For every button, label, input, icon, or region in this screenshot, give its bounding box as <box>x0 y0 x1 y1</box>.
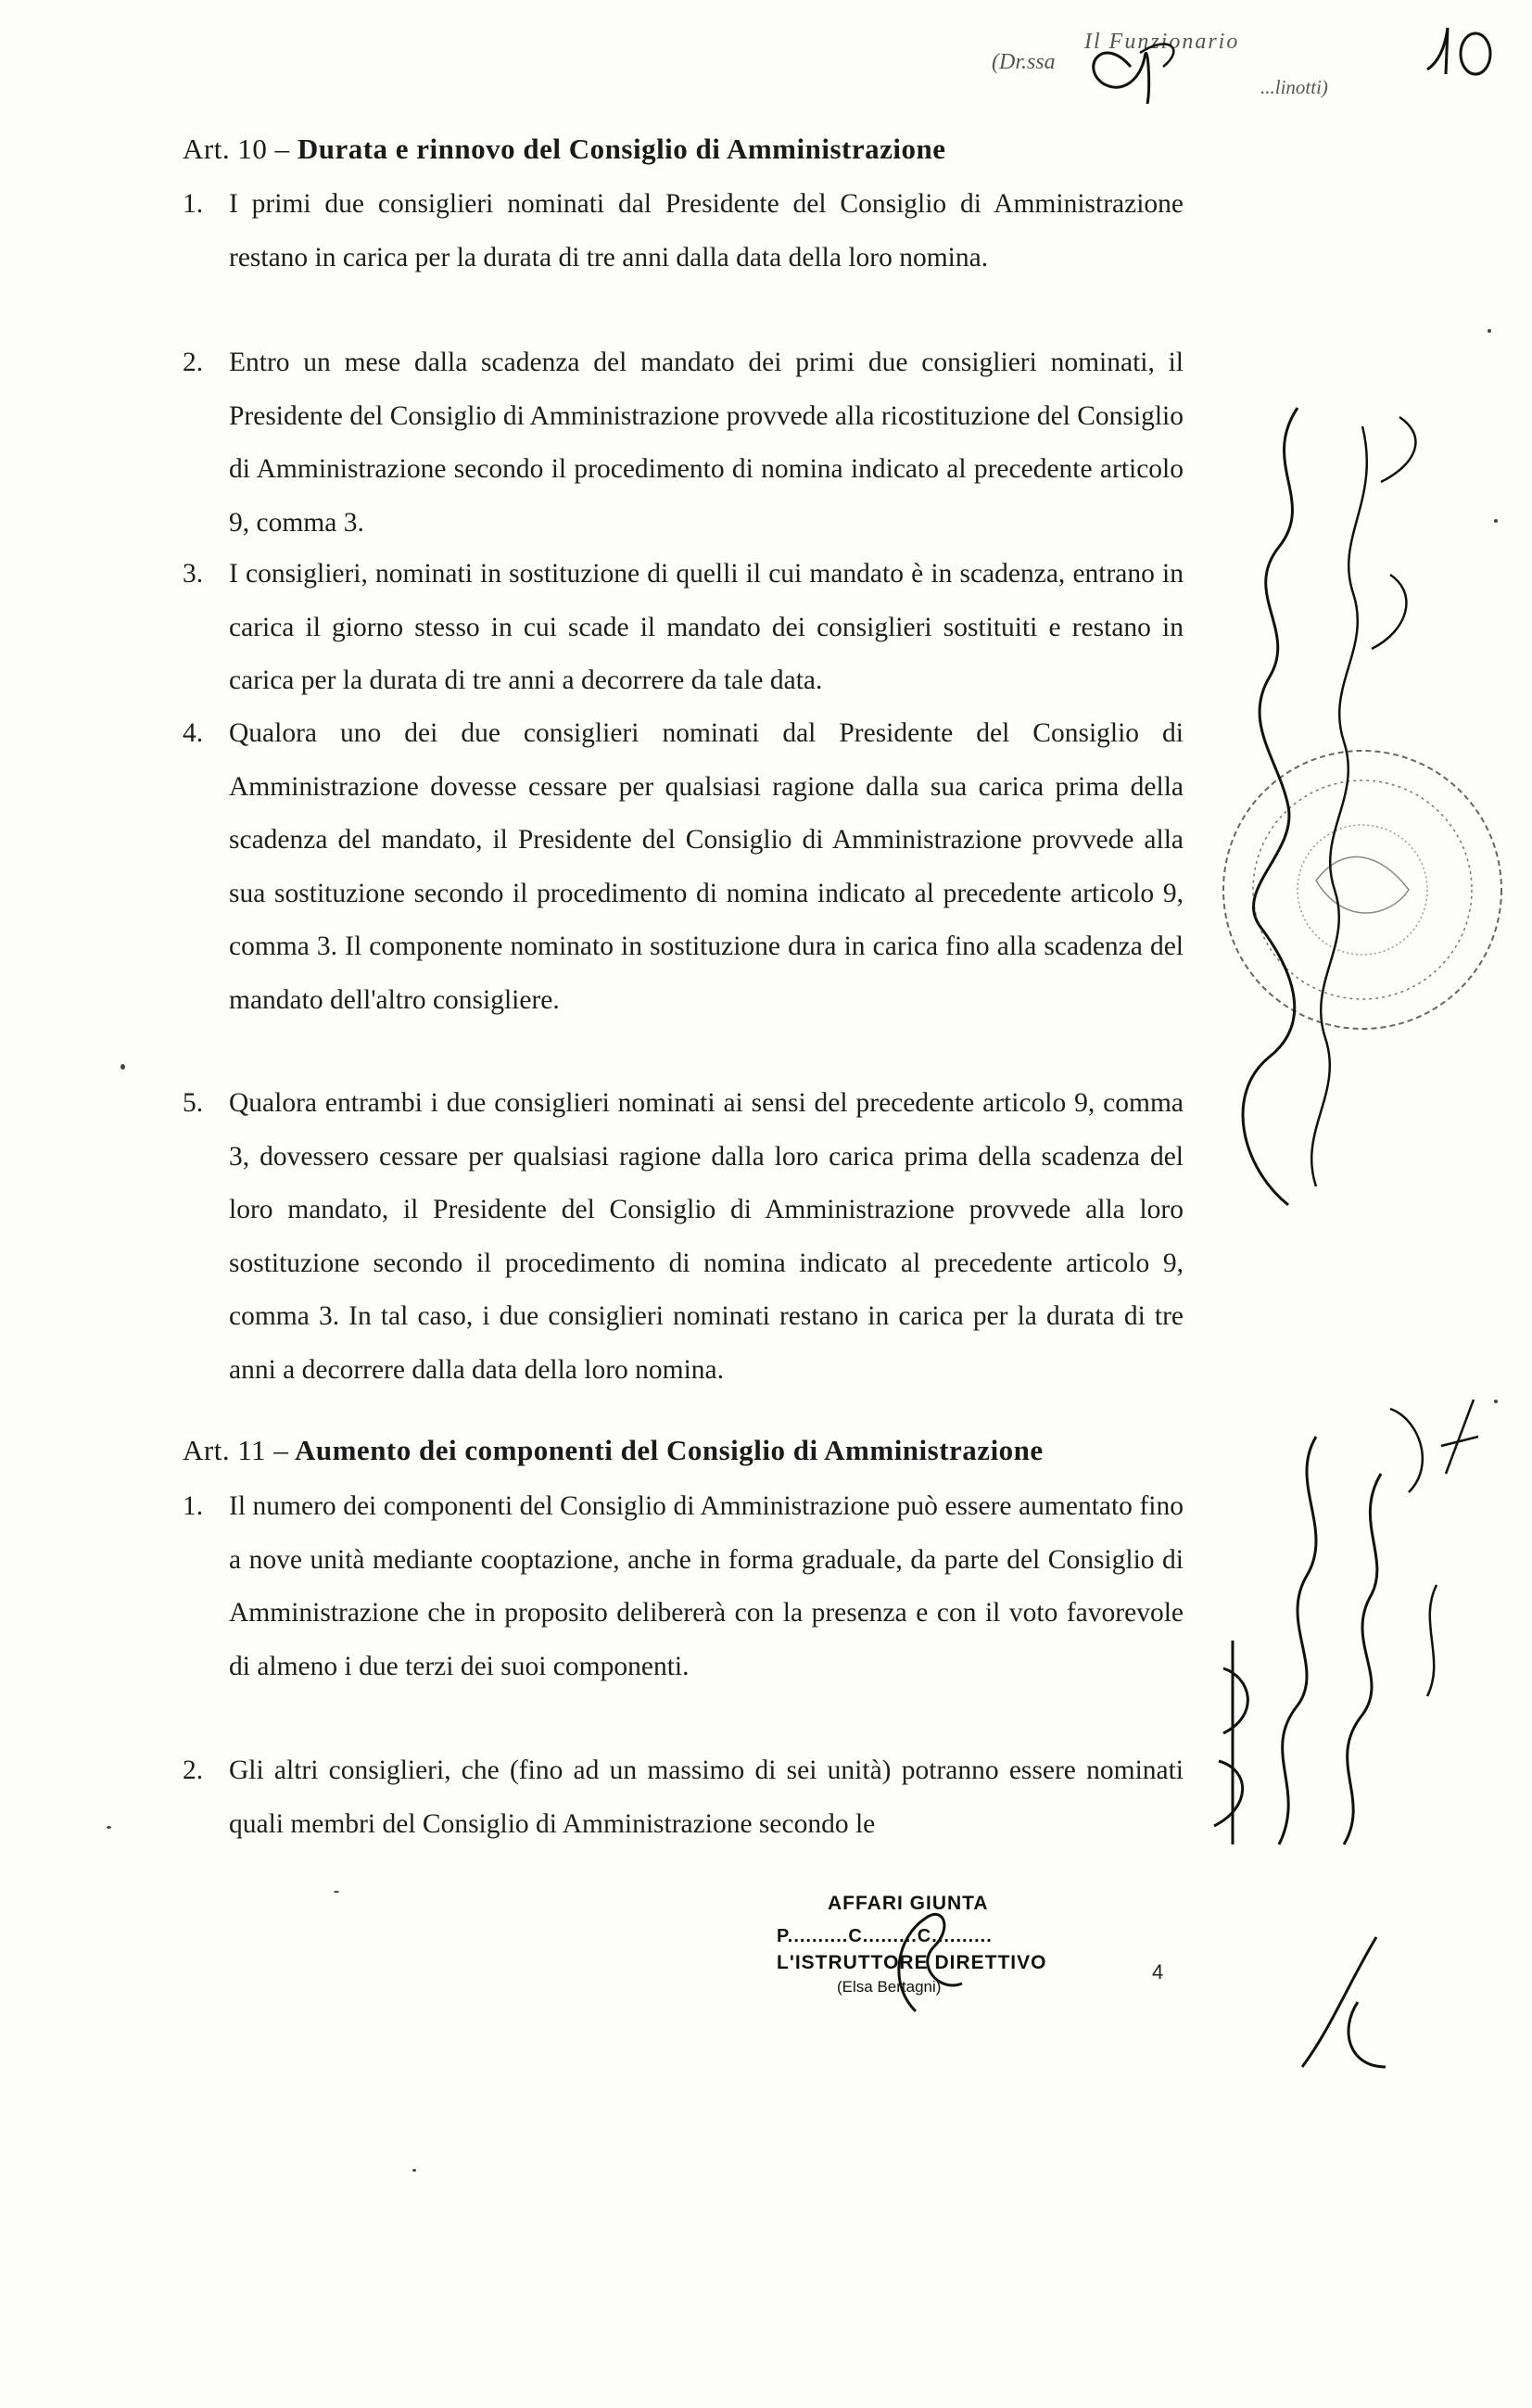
official-stamp-bottom <box>777 1882 1092 2021</box>
article-10-paragraph-3 <box>183 548 1184 708</box>
bottom-handwritten-mark <box>1293 1928 1395 2081</box>
article-10-paragraph-1 <box>183 178 1184 285</box>
article-10-paragraph-4 <box>183 707 1184 1027</box>
stamp-line-3: ...linotti) <box>1260 76 1328 98</box>
paragraph-number: 3. <box>183 559 204 589</box>
paragraph-number: 2. <box>183 1755 204 1785</box>
paragraph-text: Entro un mese dalla scadenza del mandato dei primi due consiglieri nominati, il Presidente del Consiglio di Amministrazione provvede alla ricostituzione del Consiglio di Amministrazione secondo il procedimento di nomina indicato al precedente articolo 9, comma 3. <box>229 348 1184 538</box>
article-10-number: Art. 10 – <box>183 133 290 165</box>
article-10-heading <box>183 133 945 166</box>
stamp-role: L'ISTRUTTORE DIRETTIVO <box>777 1952 1047 1973</box>
paragraph-number: 2. <box>183 348 204 377</box>
official-stamp-top <box>992 30 1344 108</box>
stamp-name: (Elsa Bertagni) <box>837 1978 942 1996</box>
paragraph-text: Il numero dei componenti del Consiglio di Amministrazione può essere aumentato fino a nove unità mediante cooptazione, anche in forma graduale, da parte del Consiglio di Amministrazione che in proposito delibererà con la presenza e con il voto favorevole di almeno i due terzi dei suoi componenti. <box>229 1491 1184 1681</box>
stamp-office: AFFARI GIUNTA <box>828 1893 989 1914</box>
vertical-signature-icon <box>1186 371 1529 1261</box>
handwritten-number-icon <box>1418 19 1511 83</box>
article-11-heading <box>183 1434 1044 1467</box>
signature-icon <box>992 30 1270 108</box>
paragraph-text: I consiglieri, nominati in sostituzione di quelli il cui mandato è in scadenza, entrano in carica il giorno stesso in cui scade il mandato dei consiglieri sostituiti e restano in carica per la durata di tre anni a decorrere da tale data. <box>229 559 1184 695</box>
stamp-copy-line: P..........C.........C.......... <box>777 1926 993 1946</box>
handwritten-page-number <box>1418 19 1511 83</box>
page-number: 4 <box>1152 1960 1164 1983</box>
paragraph-text: Qualora uno dei due consiglieri nominati dal Presidente del Consiglio di Amministrazione dovesse cessare per qualsiasi ragione dalla sua carica prima della scadenza del mandato, il Presidente del Consiglio di Amministrazione provvede alla sua sostituzione secondo il procedimento di nomina indicato al precedente articolo 9, comma 3. Il componente nominato in sostituzione dura in carica fino alla scadenza del mandato dell'altro consigliere. <box>229 718 1184 1015</box>
paragraph-number: 1. <box>183 189 204 219</box>
article-11-paragraph-2 <box>183 1744 1184 1851</box>
paragraph-text: I primi due consiglieri nominati dal Presidente del Consiglio di Amministrazione restano in carica per la durata di tre anni dalla data della loro nomina. <box>229 189 1184 272</box>
paragraph-text: Gli altri consiglieri, che (fino ad un massimo di sei unità) potranno essere nominati quali membri del Consiglio di Amministrazione secondo le <box>229 1755 1184 1839</box>
paragraph-number: 5. <box>183 1088 204 1118</box>
article-10-paragraph-5 <box>183 1077 1184 1397</box>
margin-signature <box>1186 371 1529 1265</box>
handwritten-notes-icon <box>1196 1362 1492 1882</box>
margin-handwritten-notes <box>1196 1362 1492 1886</box>
paragraph-number: 4. <box>183 718 204 748</box>
stamp-line-1: Il Funzionario <box>1084 30 1240 54</box>
article-11-paragraph-1 <box>183 1480 1184 1693</box>
article-11-number: Art. 11 – <box>183 1434 289 1466</box>
article-10-paragraph-2 <box>183 336 1184 550</box>
handwritten-mark-icon <box>1293 1928 1395 2076</box>
article-11-title: Aumento dei componenti del Consiglio di Amministrazione <box>294 1434 1044 1466</box>
bottom-signature-icon <box>777 1882 1092 2021</box>
stamp-line-2: (Dr.ssa <box>992 50 1056 74</box>
article-10-title: Durata e rinnovo del Consiglio di Amministrazione <box>297 133 946 165</box>
paragraph-text: Qualora entrambi i due consiglieri nominati ai sensi del precedente articolo 9, comma 3, dovessero cessare per qualsiasi ragione dalla loro carica prima della scadenza del loro mandato, il Presidente del Consiglio di Amministrazione provvede alla loro sostituzione secondo il procedimento di nomina indicato al precedente articolo 9, comma 3. In tal caso, i due consiglieri nominati restano in carica per la durata di tre anni a decorrere dalla data della loro nomina. <box>229 1088 1184 1385</box>
paragraph-number: 1. <box>183 1491 204 1521</box>
